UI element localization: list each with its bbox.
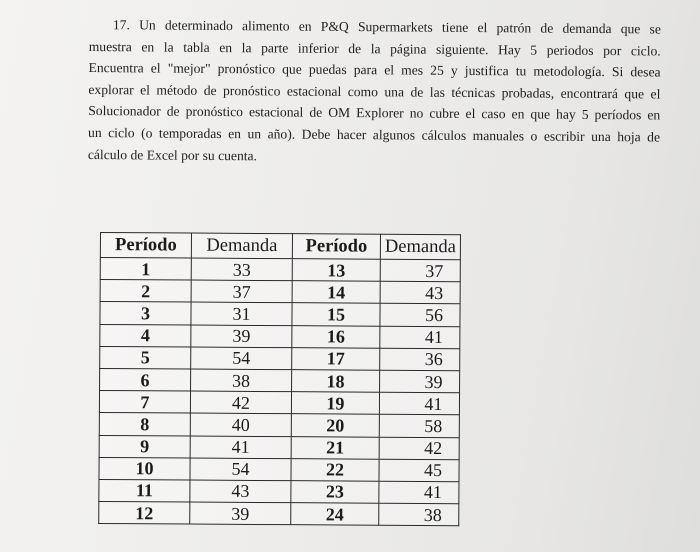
period-cell: 10: [99, 457, 190, 480]
period-cell: 19: [291, 392, 379, 415]
table-header-row: [100, 233, 460, 260]
table-row: [100, 258, 460, 282]
table-row: [99, 502, 459, 526]
period-cell: 20: [291, 414, 379, 437]
demand-cell: 38: [191, 369, 292, 392]
demand-cell: 37: [380, 259, 460, 282]
period-cell: 22: [291, 458, 379, 481]
header-periodo-2: Período: [292, 234, 380, 260]
period-cell: 12: [99, 502, 190, 525]
table-row: [99, 435, 459, 459]
table-row: [100, 324, 460, 348]
demand-cell: 42: [379, 437, 459, 460]
period-cell: 16: [292, 325, 380, 348]
period-cell: 7: [99, 391, 190, 414]
demand-cell: 58: [379, 415, 459, 438]
demand-cell: 37: [191, 280, 292, 303]
demand-cell: 41: [379, 481, 459, 504]
period-cell: 17: [292, 347, 380, 370]
period-cell: 5: [100, 346, 191, 369]
period-cell: 13: [292, 259, 380, 282]
period-cell: 6: [100, 368, 191, 391]
demand-cell: 39: [191, 325, 292, 348]
demand-cell: 54: [190, 458, 291, 481]
demand-cell: 43: [190, 480, 291, 503]
demand-cell: 54: [191, 347, 292, 370]
table-row: [100, 346, 460, 370]
table-row: [99, 391, 459, 415]
demand-cell: 41: [379, 392, 459, 415]
demand-cell: 39: [380, 370, 460, 393]
table-row: [99, 413, 459, 437]
period-cell: 8: [99, 413, 190, 436]
header-demanda-2: Demanda: [380, 234, 460, 259]
demand-cell: 43: [380, 281, 460, 304]
problem-line: muestra en la tabla en la parte inferior de la página siguiente. Hay 5 periodos por ciclo.: [88, 38, 661, 59]
demand-cell: 42: [190, 391, 291, 414]
period-cell: 11: [99, 479, 190, 502]
table-row: [100, 280, 460, 304]
demand-table: [98, 232, 461, 526]
demand-cell: 33: [191, 258, 292, 281]
problem-line: Encuentra el "mejor" pronóstico que puedas para el mes 25 y justifica tu metodología. Si desea: [88, 60, 661, 80]
table-row: [99, 479, 459, 503]
period-cell: 21: [291, 436, 379, 459]
period-cell: 23: [291, 481, 379, 504]
problem-line: un ciclo (o temporadas en un año). Debe hacer algunos cálculos manuales o escribir una hoja de: [88, 124, 661, 145]
demand-cell: 39: [190, 502, 291, 525]
period-cell: 9: [99, 435, 190, 458]
header-periodo-1: Período: [100, 233, 191, 259]
problem-line: cálculo de Excel por su cuenta.: [87, 146, 258, 163]
period-cell: 3: [100, 302, 191, 325]
demand-table-container: [98, 232, 461, 526]
demand-cell: 31: [191, 302, 292, 325]
demand-cell: 41: [190, 436, 291, 459]
period-cell: 18: [292, 370, 380, 393]
header-demanda-1: Demanda: [191, 233, 292, 259]
table-row: [100, 368, 460, 392]
period-cell: 2: [100, 280, 191, 303]
period-cell: 14: [292, 281, 380, 304]
problem-line: Solucionador de pronóstico estacional de OM Explorer no cubre el caso en que hay 5 períodos en: [88, 103, 661, 123]
problem-line: explorar el método de pronóstico estacional como una de las técnicas probadas, encontrará que el: [88, 81, 661, 102]
demand-cell: 38: [379, 503, 459, 526]
period-cell: 15: [292, 303, 380, 326]
problem-line: 17. Un determinado alimento en P&Q Supermarkets tiene el patrón de demanda que se: [112, 17, 661, 37]
period-cell: 4: [100, 324, 191, 347]
demand-cell: 45: [379, 459, 459, 482]
problem-statement: [88, 14, 661, 170]
period-cell: 1: [100, 258, 191, 281]
demand-cell: 41: [380, 326, 460, 349]
demand-cell: 40: [190, 413, 291, 436]
table-row: [100, 302, 460, 326]
table-row: [99, 457, 459, 481]
period-cell: 24: [291, 503, 379, 526]
demand-cell: 36: [380, 348, 460, 371]
demand-cell: 56: [380, 304, 460, 327]
